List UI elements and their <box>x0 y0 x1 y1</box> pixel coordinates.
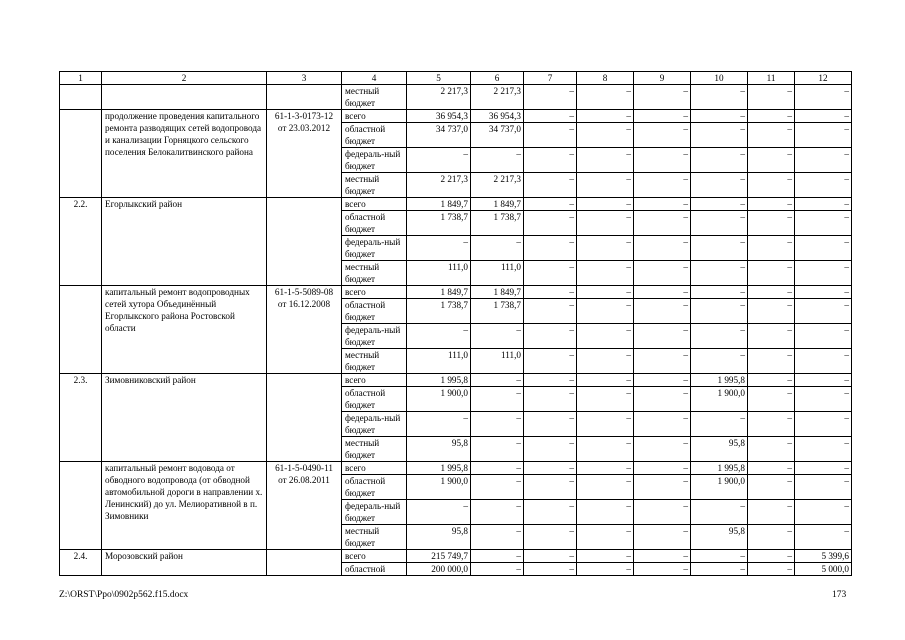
value-cell-col-9: – <box>634 198 691 211</box>
item-number-cell: 2.2. <box>60 198 102 286</box>
value-cell-col-6: – <box>471 563 524 576</box>
value-cell-col-10: – <box>691 286 748 299</box>
value-cell-col-11: – <box>748 475 795 500</box>
value-cell-col-10: – <box>691 123 748 148</box>
document-number-cell: 61-1-5-5089-08 от 16.12.2008 <box>267 286 342 374</box>
value-cell-col-12: – <box>795 85 852 110</box>
value-cell-col-8: – <box>577 462 634 475</box>
table-row <box>60 462 852 475</box>
value-cell-col-5: 34 737,0 <box>407 123 471 148</box>
value-cell-col-11: – <box>748 299 795 324</box>
value-cell-col-11: – <box>748 123 795 148</box>
value-cell-col-11: – <box>748 211 795 236</box>
table-row <box>60 374 852 387</box>
column-header-6: 6 <box>471 72 524 85</box>
value-cell-col-9: – <box>634 550 691 563</box>
value-cell-col-12: – <box>795 387 852 412</box>
value-cell-col-8: – <box>577 550 634 563</box>
value-cell-col-9: – <box>634 173 691 198</box>
value-cell-col-10: – <box>691 412 748 437</box>
value-cell-col-6: – <box>471 324 524 349</box>
value-cell-col-12: – <box>795 412 852 437</box>
value-cell-col-12: – <box>795 211 852 236</box>
value-cell-col-7: – <box>524 286 577 299</box>
item-name-cell: капитальный ремонт водопроводных сетей хутора Объединённый Егорлыкского района Ростовской области <box>102 286 267 374</box>
value-cell-col-6: 36 954,3 <box>471 110 524 123</box>
value-cell-col-11: – <box>748 261 795 286</box>
value-cell-col-6: 1 849,7 <box>471 198 524 211</box>
value-cell-col-5: 215 749,7 <box>407 550 471 563</box>
budget-type-cell: всего <box>342 550 407 563</box>
value-cell-col-8: – <box>577 525 634 550</box>
document-number-cell <box>267 374 342 462</box>
value-cell-col-8: – <box>577 437 634 462</box>
value-cell-col-9: – <box>634 374 691 387</box>
value-cell-col-11: – <box>748 324 795 349</box>
value-cell-col-12: 5 000,0 <box>795 563 852 576</box>
value-cell-col-11: – <box>748 525 795 550</box>
value-cell-col-8: – <box>577 211 634 236</box>
column-header-10: 10 <box>691 72 748 85</box>
value-cell-col-5: 1 738,7 <box>407 299 471 324</box>
column-header-1: 1 <box>60 72 102 85</box>
table-row <box>60 85 852 110</box>
value-cell-col-10: 95,8 <box>691 437 748 462</box>
value-cell-col-12: – <box>795 500 852 525</box>
value-cell-col-8: – <box>577 236 634 261</box>
value-cell-col-5: 1 738,7 <box>407 211 471 236</box>
document-number-cell <box>267 550 342 576</box>
value-cell-col-8: – <box>577 85 634 110</box>
value-cell-col-7: – <box>524 236 577 261</box>
value-cell-col-8: – <box>577 563 634 576</box>
value-cell-col-9: – <box>634 85 691 110</box>
document-cell <box>267 85 342 110</box>
value-cell-col-6: – <box>471 500 524 525</box>
value-cell-col-5: 36 954,3 <box>407 110 471 123</box>
value-cell-col-9: – <box>634 500 691 525</box>
value-cell-col-9: – <box>634 349 691 374</box>
value-cell-col-10: 95,8 <box>691 525 748 550</box>
value-cell-col-11: – <box>748 85 795 110</box>
budget-type-cell: федераль-ный бюджет <box>342 500 407 525</box>
value-cell-col-6: 2 217,3 <box>471 85 524 110</box>
item-number-cell: 2.3. <box>60 374 102 462</box>
value-cell-col-10: – <box>691 550 748 563</box>
value-cell-col-6: – <box>471 148 524 173</box>
value-cell-col-8: – <box>577 412 634 437</box>
value-cell-col-7: – <box>524 525 577 550</box>
value-cell-col-6: 111,0 <box>471 261 524 286</box>
item-name-cell: Егорлыкский район <box>102 198 267 286</box>
value-cell-col-7: – <box>524 412 577 437</box>
value-cell-col-6: – <box>471 387 524 412</box>
budget-type-cell: областной бюджет <box>342 123 407 148</box>
footer-file-path: Z:\ORST\Ppo\0902p562.f15.docx <box>59 590 189 600</box>
value-cell-col-12: – <box>795 437 852 462</box>
value-cell-col-10: – <box>691 299 748 324</box>
value-cell-col-5: 95,8 <box>407 437 471 462</box>
value-cell-col-5: 1 900,0 <box>407 387 471 412</box>
value-cell-col-12: – <box>795 173 852 198</box>
value-cell-col-7: – <box>524 563 577 576</box>
value-cell-col-12: – <box>795 236 852 261</box>
item-number-cell: 2.4. <box>60 550 102 576</box>
value-cell-col-12: – <box>795 261 852 286</box>
budget-type-cell: всего <box>342 198 407 211</box>
value-cell-col-8: – <box>577 286 634 299</box>
value-cell-col-9: – <box>634 387 691 412</box>
value-cell-col-11: – <box>748 148 795 173</box>
value-cell-col-7: – <box>524 198 577 211</box>
value-cell-col-7: – <box>524 550 577 563</box>
value-cell-col-8: – <box>577 198 634 211</box>
budget-type-cell: местный бюджет <box>342 525 407 550</box>
value-cell-col-7: – <box>524 299 577 324</box>
value-cell-col-5: 1 995,8 <box>407 462 471 475</box>
value-cell-col-7: – <box>524 462 577 475</box>
value-cell-col-8: – <box>577 173 634 198</box>
value-cell-col-9: – <box>634 110 691 123</box>
value-cell-col-8: – <box>577 299 634 324</box>
value-cell-col-6: – <box>471 374 524 387</box>
value-cell-col-6: – <box>471 412 524 437</box>
value-cell-col-7: – <box>524 85 577 110</box>
column-header-5: 5 <box>407 72 471 85</box>
column-header-7: 7 <box>524 72 577 85</box>
value-cell-col-6: 111,0 <box>471 349 524 374</box>
value-cell-col-12: – <box>795 148 852 173</box>
value-cell-col-11: – <box>748 462 795 475</box>
budget-type-cell: федераль-ный бюджет <box>342 324 407 349</box>
table-row <box>60 110 852 123</box>
item-name-cell: Морозовский район <box>102 550 267 576</box>
value-cell-col-11: – <box>748 198 795 211</box>
value-cell-col-9: – <box>634 299 691 324</box>
value-cell-col-5: 1 995,8 <box>407 374 471 387</box>
value-cell-col-10: – <box>691 198 748 211</box>
value-cell-col-9: – <box>634 211 691 236</box>
column-header-3: 3 <box>267 72 342 85</box>
value-cell-col-10: – <box>691 261 748 286</box>
value-cell-col-5: – <box>407 412 471 437</box>
value-cell-col-9: – <box>634 261 691 286</box>
value-cell-col-12: – <box>795 462 852 475</box>
value-cell-col-10: – <box>691 85 748 110</box>
budget-type-cell: всего <box>342 286 407 299</box>
value-cell-col-7: – <box>524 148 577 173</box>
value-cell-col-9: – <box>634 525 691 550</box>
budget-type-cell: местный бюджет <box>342 173 407 198</box>
value-cell-col-8: – <box>577 324 634 349</box>
value-cell-col-8: – <box>577 123 634 148</box>
value-cell-col-10: – <box>691 500 748 525</box>
budget-type-cell: областной <box>342 563 407 576</box>
budget-type-cell: федераль-ный бюджет <box>342 236 407 261</box>
budget-type-cell: всего <box>342 462 407 475</box>
column-header-2: 2 <box>102 72 267 85</box>
value-cell-col-12: 5 399,6 <box>795 550 852 563</box>
value-cell-col-11: – <box>748 387 795 412</box>
value-cell-col-5: 2 217,3 <box>407 173 471 198</box>
value-cell-col-10: – <box>691 110 748 123</box>
value-cell-col-6: – <box>471 525 524 550</box>
value-cell-col-6: 1 849,7 <box>471 286 524 299</box>
value-cell-col-9: – <box>634 123 691 148</box>
value-cell-col-6: – <box>471 550 524 563</box>
value-cell-col-11: – <box>748 563 795 576</box>
value-cell-col-6: – <box>471 236 524 261</box>
budget-table <box>59 71 852 576</box>
value-cell-col-10: – <box>691 324 748 349</box>
value-cell-col-11: – <box>748 110 795 123</box>
value-cell-col-5: 111,0 <box>407 349 471 374</box>
value-cell-col-7: – <box>524 500 577 525</box>
value-cell-col-5: 1 900,0 <box>407 475 471 500</box>
value-cell-col-10: – <box>691 148 748 173</box>
document-number-cell: 61-1-5-0490-11 от 26.08.2011 <box>267 462 342 550</box>
value-cell-col-5: 200 000,0 <box>407 563 471 576</box>
item-number-cell <box>60 462 102 550</box>
item-name-cell: продолжение проведения капитального ремонта разводящих сетей водопровода и канализации Горняцкого сельского поселения Белокалитвинского района <box>102 110 267 198</box>
value-cell-col-7: – <box>524 123 577 148</box>
value-cell-col-9: – <box>634 462 691 475</box>
value-cell-col-9: – <box>634 475 691 500</box>
value-cell-col-9: – <box>634 324 691 349</box>
value-cell-col-5: 1 849,7 <box>407 198 471 211</box>
value-cell-col-8: – <box>577 387 634 412</box>
table-row <box>60 198 852 211</box>
value-cell-col-10: – <box>691 236 748 261</box>
header-row <box>60 72 852 85</box>
value-cell-col-7: – <box>524 173 577 198</box>
budget-type-cell: местный бюджет <box>342 437 407 462</box>
value-cell-col-5: – <box>407 148 471 173</box>
column-header-12: 12 <box>795 72 852 85</box>
value-cell-col-7: – <box>524 475 577 500</box>
item-number-cell <box>60 110 102 198</box>
name-cell <box>102 85 267 110</box>
value-cell-col-9: – <box>634 412 691 437</box>
value-cell-col-12: – <box>795 123 852 148</box>
item-number-cell <box>60 286 102 374</box>
value-cell-col-5: 111,0 <box>407 261 471 286</box>
value-cell-col-10: – <box>691 211 748 236</box>
column-header-8: 8 <box>577 72 634 85</box>
value-cell-col-5: – <box>407 236 471 261</box>
value-cell-col-5: – <box>407 500 471 525</box>
column-header-9: 9 <box>634 72 691 85</box>
value-cell-col-12: – <box>795 475 852 500</box>
value-cell-col-11: – <box>748 374 795 387</box>
value-cell-col-10: – <box>691 349 748 374</box>
value-cell-col-5: 1 849,7 <box>407 286 471 299</box>
column-header-4: 4 <box>342 72 407 85</box>
value-cell-col-12: – <box>795 286 852 299</box>
value-cell-col-11: – <box>748 550 795 563</box>
value-cell-col-8: – <box>577 148 634 173</box>
value-cell-col-11: – <box>748 349 795 374</box>
value-cell-col-7: – <box>524 387 577 412</box>
value-cell-col-8: – <box>577 475 634 500</box>
value-cell-col-11: – <box>748 286 795 299</box>
value-cell-col-12: – <box>795 324 852 349</box>
value-cell-col-5: – <box>407 324 471 349</box>
value-cell-col-6: – <box>471 475 524 500</box>
value-cell-col-12: – <box>795 374 852 387</box>
table-row <box>60 550 852 563</box>
budget-type-cell: областной бюджет <box>342 387 407 412</box>
value-cell-col-6: 1 738,7 <box>471 299 524 324</box>
value-cell-col-12: – <box>795 110 852 123</box>
value-cell-col-12: – <box>795 525 852 550</box>
value-cell-col-10: 1 900,0 <box>691 475 748 500</box>
value-cell-col-11: – <box>748 500 795 525</box>
budget-type-cell: федераль-ный бюджет <box>342 148 407 173</box>
value-cell-col-9: – <box>634 286 691 299</box>
budget-type-cell: областной бюджет <box>342 299 407 324</box>
value-cell-col-7: – <box>524 349 577 374</box>
value-cell-col-7: – <box>524 374 577 387</box>
value-cell-col-6: 34 737,0 <box>471 123 524 148</box>
value-cell-col-11: – <box>748 412 795 437</box>
budget-type-cell: областной бюджет <box>342 211 407 236</box>
document-number-cell <box>267 198 342 286</box>
value-cell-col-7: – <box>524 261 577 286</box>
value-cell-col-6: 2 217,3 <box>471 173 524 198</box>
value-cell-col-10: 1 900,0 <box>691 387 748 412</box>
budget-type-cell: всего <box>342 374 407 387</box>
value-cell-col-6: – <box>471 437 524 462</box>
value-cell-col-12: – <box>795 198 852 211</box>
budget-type-cell: местный бюджет <box>342 349 407 374</box>
value-cell-col-5: 2 217,3 <box>407 85 471 110</box>
table-row <box>60 286 852 299</box>
value-cell-col-10: – <box>691 173 748 198</box>
value-cell-col-10: 1 995,8 <box>691 462 748 475</box>
value-cell-col-6: 1 738,7 <box>471 211 524 236</box>
value-cell-col-8: – <box>577 349 634 374</box>
item-name-cell: Зимовниковский район <box>102 374 267 462</box>
value-cell-col-10: 1 995,8 <box>691 374 748 387</box>
item-name-cell: капитальный ремонт водовода от обводного водопровода (от обводной автомобильной дороги в направлении х. Ленинский) до ул. Мелиоративной в п. Зимовники <box>102 462 267 550</box>
value-cell-col-12: – <box>795 349 852 374</box>
document-number-cell: 61-1-3-0173-12 от 23.03.2012 <box>267 110 342 198</box>
value-cell-col-7: – <box>524 437 577 462</box>
footer-page-number: 173 <box>832 590 847 600</box>
value-cell-col-12: – <box>795 299 852 324</box>
value-cell-col-9: – <box>634 437 691 462</box>
value-cell-col-6: – <box>471 462 524 475</box>
value-cell-col-7: – <box>524 110 577 123</box>
value-cell-col-7: – <box>524 324 577 349</box>
value-cell-col-8: – <box>577 261 634 286</box>
number-cell <box>60 85 102 110</box>
value-cell-col-9: – <box>634 236 691 261</box>
value-cell-col-10: – <box>691 563 748 576</box>
value-cell-col-7: – <box>524 211 577 236</box>
budget-type-cell: местный бюджет <box>342 261 407 286</box>
value-cell-col-8: – <box>577 374 634 387</box>
budget-type-cell: всего <box>342 110 407 123</box>
value-cell-col-11: – <box>748 173 795 198</box>
value-cell-col-11: – <box>748 437 795 462</box>
value-cell-col-9: – <box>634 148 691 173</box>
value-cell-col-8: – <box>577 500 634 525</box>
value-cell-col-8: – <box>577 110 634 123</box>
budget-type-cell: федераль-ный бюджет <box>342 412 407 437</box>
column-header-11: 11 <box>748 72 795 85</box>
value-cell-col-11: – <box>748 236 795 261</box>
value-cell-col-9: – <box>634 563 691 576</box>
budget-type-cell: областной бюджет <box>342 475 407 500</box>
value-cell-col-5: 95,8 <box>407 525 471 550</box>
budget-type-cell: местный бюджет <box>342 85 407 110</box>
